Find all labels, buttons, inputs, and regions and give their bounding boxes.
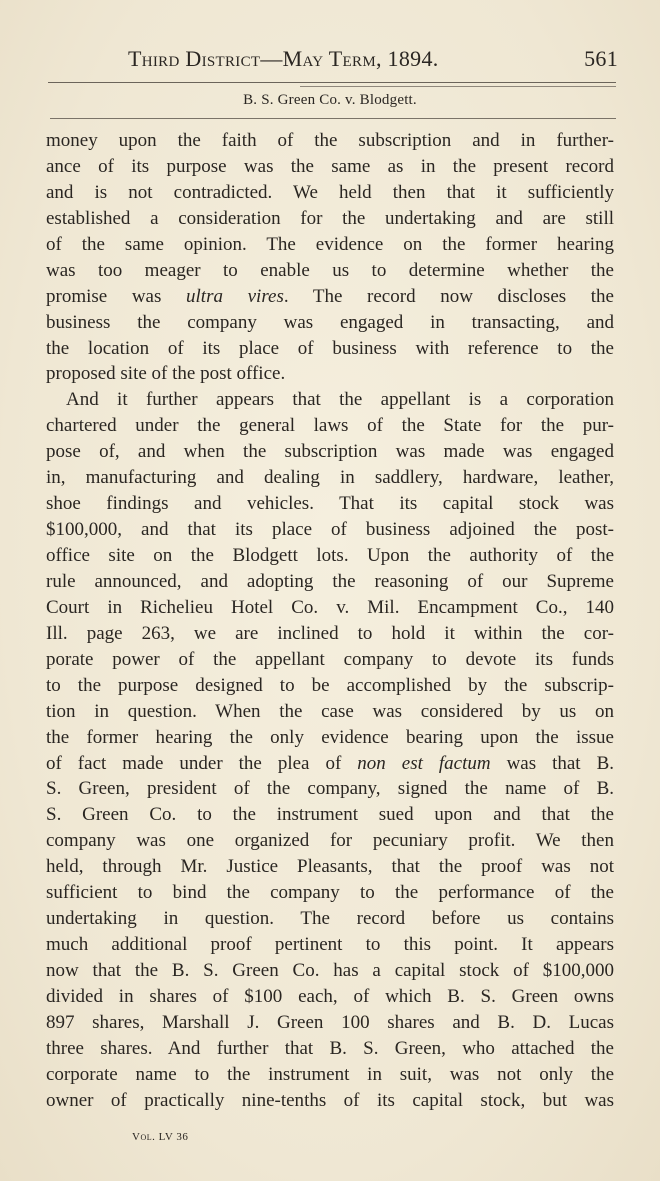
text-line: tion in question. When the case was considered by us on — [46, 700, 614, 722]
text-line: of the same opinion. The evidence on the former hearing — [46, 233, 614, 255]
text-line: ance of its purpose was the same as in the present record — [46, 155, 614, 177]
header-rule-thin — [300, 86, 616, 87]
body-text — [46, 128, 614, 1114]
text-line: And it further appears that the appellant is a corporation — [66, 389, 614, 411]
page-number: 561 — [584, 46, 618, 71]
case-title: B. S. Green Co. v. Blodgett. — [243, 92, 417, 108]
text-line: three shares. And further that B. S. Green, who attached the — [46, 1037, 614, 1059]
text-line: in, manufacturing and dealing in saddlery, hardware, leather, — [46, 467, 614, 489]
italic-phrase: ultra vires — [186, 285, 284, 307]
signature-mark: Vol. LV 36 — [132, 1131, 189, 1143]
text-line: $100,000, and that its place of business adjoined the post- — [46, 519, 614, 541]
text-line: undertaking in question. The record before us contains — [46, 908, 614, 930]
text-line: company was one organized for pecuniary profit. We then — [46, 830, 614, 852]
header-rule — [48, 82, 616, 83]
text-line: pose of, and when the subscription was made was engaged — [46, 441, 614, 463]
running-head — [128, 46, 618, 76]
text-line: established a consideration for the undertaking and are still — [46, 207, 614, 229]
text-line: of fact made under the plea of non est factum was that B. — [46, 752, 614, 774]
text-line: S. Green, president of the company, signed the name of B. — [46, 778, 614, 800]
text-line: Ill. page 263, we are inclined to hold it within the cor- — [46, 622, 614, 644]
text-line: Court in Richelieu Hotel Co. v. Mil. Encampment Co., 140 — [46, 596, 614, 618]
text-line: proposed site of the post office. — [46, 363, 286, 385]
text-line: and is not contradicted. We held then that it sufficiently — [46, 181, 614, 203]
text-line: money upon the faith of the subscription and in further- — [46, 130, 614, 151]
italic-phrase: non est factum — [357, 752, 491, 774]
text-line: divided in shares of $100 each, of which B. S. Green owns — [46, 985, 614, 1007]
text-line: S. Green Co. to the instrument sued upon and that the — [46, 804, 614, 826]
text-line: business the company was engaged in transacting, and — [46, 311, 614, 333]
text-line: much additional proof pertinent to this point. It appears — [46, 934, 614, 956]
text-line: chartered under the general laws of the State for the pur- — [46, 415, 614, 437]
text-line: to the purpose designed to be accomplished by the subscrip- — [46, 674, 614, 696]
text-line: was too meager to enable us to determine whether the — [46, 259, 614, 281]
text-line: porate power of the appellant company to devote its funds — [46, 648, 614, 670]
text-line: now that the B. S. Green Co. has a capital stock of $100,000 — [46, 960, 614, 981]
running-title: Third District—May Term, 1894. — [128, 46, 439, 71]
text-line: held, through Mr. Justice Pleasants, that the proof was not — [46, 856, 614, 878]
text-line: shoe findings and vehicles. That its capital stock was — [46, 493, 614, 515]
text-line: owner of practically nine-tenths of its capital stock, but was — [46, 1089, 614, 1111]
case-title-rule — [50, 118, 616, 119]
text-line: promise was ultra vires. The record now discloses the — [46, 285, 614, 307]
text-line: office site on the Blodgett lots. Upon the authority of the — [46, 545, 614, 566]
text-line: rule announced, and adopting the reasoning of our Supreme — [46, 570, 614, 592]
text-line: the former hearing the only evidence bearing upon the issue — [46, 726, 614, 748]
text-line: sufficient to bind the company to the performance of the — [46, 882, 614, 904]
text-line: corporate name to the instrument in suit, was not only the — [46, 1063, 614, 1085]
text-line: 897 shares, Marshall J. Green 100 shares and B. D. Lucas — [46, 1011, 614, 1033]
text-line: the location of its place of business with reference to the — [46, 337, 614, 359]
